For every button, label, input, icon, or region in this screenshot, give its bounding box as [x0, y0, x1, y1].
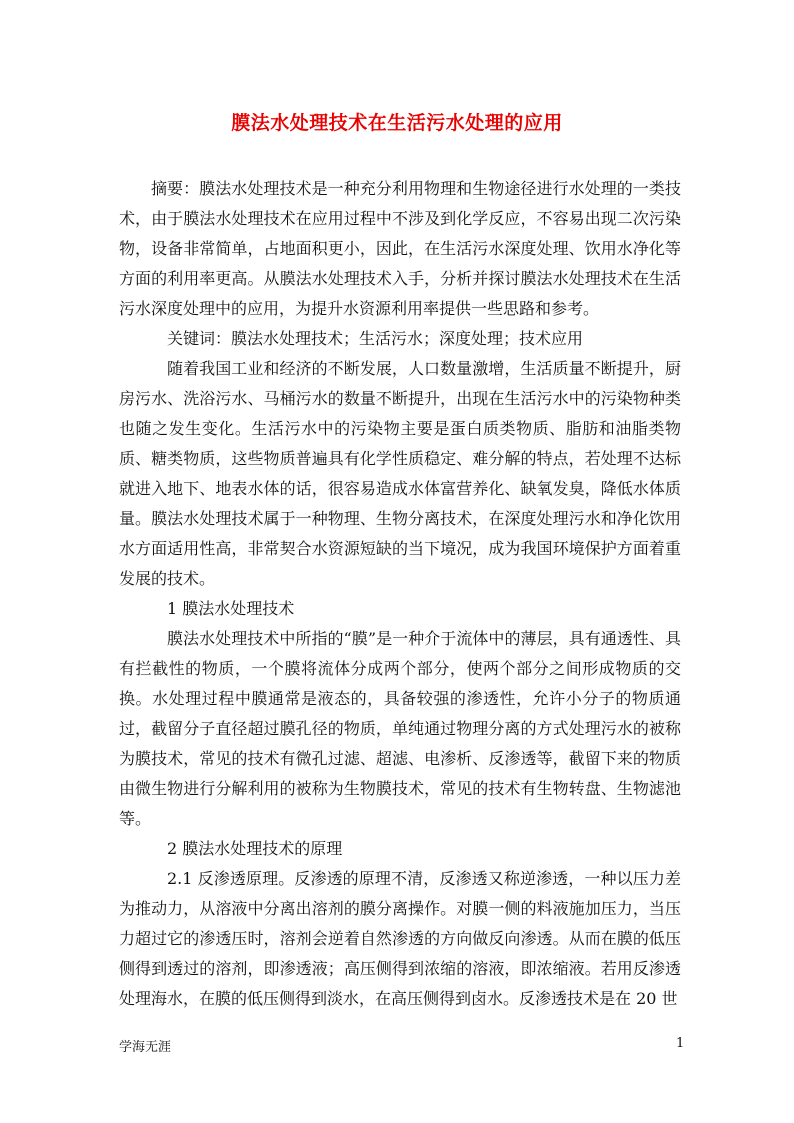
section-heading-1: 1 膜法水处理技术	[167, 599, 295, 618]
section-heading-2: 2 膜法水处理技术的原理	[167, 839, 343, 858]
section-2-1-paragraph: 2.1 反渗透原理。反渗透的原理不清，反渗透又称逆渗透，一种以压力差为推动力，从溶液中分离出溶剂的膜分离操作。对膜一侧的料液施加压力，当压力超过它的渗透压时，溶剂会逆着自然渗透的方向做反向渗透。从而在膜的低压侧得到透过的溶剂，即渗透液；高压侧得到浓缩的溶液，即浓缩液。若用反渗透处理海水，在膜的低压侧得到淡水，在高压侧得到卤水。反渗透技术是在 20 世	[119, 869, 681, 1008]
document-title: 膜法水处理技术在生活污水处理的应用	[231, 112, 563, 134]
intro-paragraph: 随着我国工业和经济的不断发展，人口数量激增，生活质量不断提升，厨房污水、洗浴污水、马桶污水的数量不断提升，出现在生活污水中的污染物种类也随之发生变化。生活污水中的污染物主要是蛋白质类物质、脂肪和油脂类物质、糖类物质，这些物质普遍具有化学性质稳定、难分解的特点，若处理不达标就进入地下、地表水体的话，很容易造成水体富营养化、缺氧发臭，降低水体质量。膜法水处理技术属于一种物理、生物分离技术，在深度处理污水和净化饮用水方面适用性高，非常契合水资源短缺的当下境况，成为我国环境保护方面着重发展的技术。	[119, 359, 681, 588]
document-body	[119, 174, 681, 1014]
keywords-paragraph: 关键词：膜法水处理技术；生活污水；深度处理；技术应用	[167, 329, 584, 348]
abstract-paragraph: 摘要：膜法水处理技术是一种充分利用物理和生物途径进行水处理的一类技术，由于膜法水处理技术在应用过程中不涉及到化学反应，不容易出现二次污染物，设备非常简单，占地面积更小，因此，在生活污水深度处理、饮用水净化等方面的利用率更高。从膜法水处理技术入手，分析并探讨膜法水处理技术在生活污水深度处理中的应用，为提升水资源利用率提供一些思路和参考。	[119, 179, 681, 318]
page-number: 1	[676, 1036, 685, 1051]
section-1-paragraph: 膜法水处理技术中所指的“膜”是一种介于流体中的薄层，具有通透性、具有拦截性的物质，一个膜将流体分成两个部分，使两个部分之间形成物质的交换。水处理过程中膜通常是液态的，具备较强的渗透性，允许小分子的物质通过，截留分子直径超过膜孔径的物质，单纯通过物理分离的方式处理污水的被称为膜技术，常见的技术有微孔过滤、超滤、电渗析、反渗透等，截留下来的物质由微生物进行分解利用的被称为生物膜技术，常见的技术有生物转盘、生物滤池等。	[119, 629, 681, 828]
footer-text: 学海无涯	[119, 1040, 172, 1055]
